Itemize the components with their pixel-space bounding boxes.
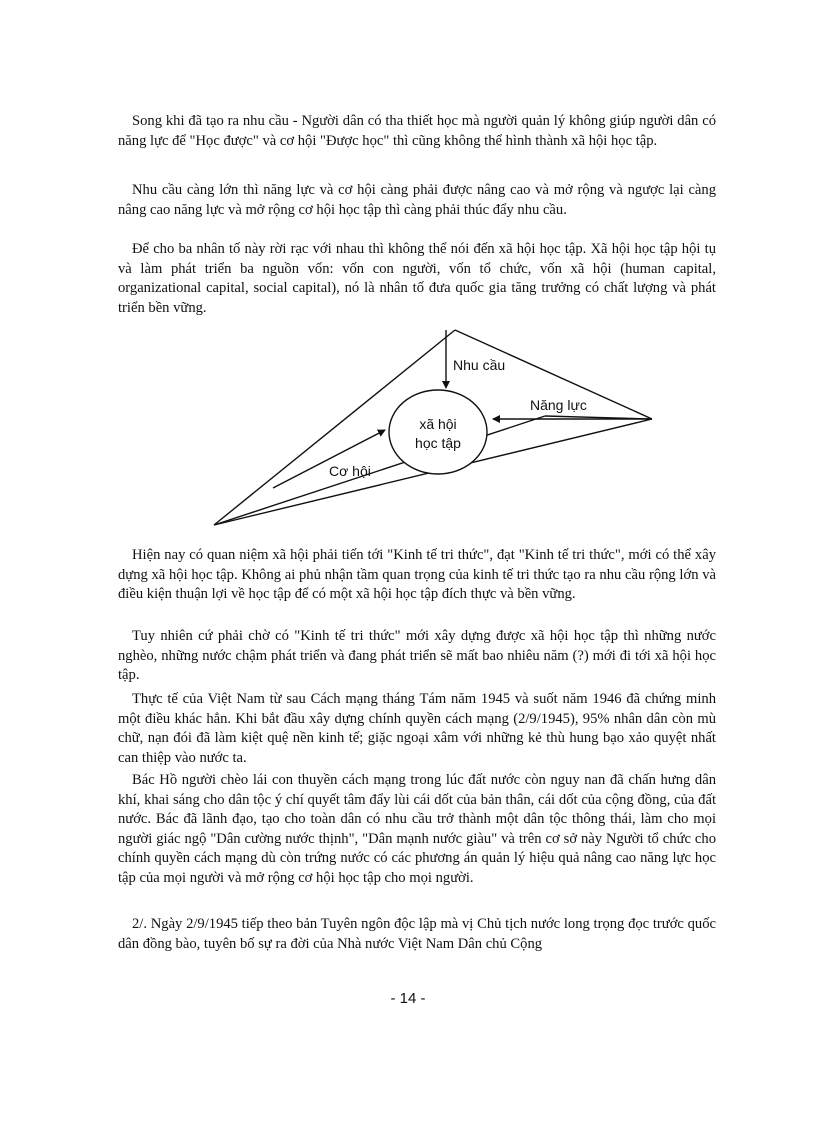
center-ellipse: [389, 390, 487, 474]
arrow-up-right: [273, 430, 385, 488]
paragraph-6: Thực tế của Việt Nam từ sau Cách mạng tháng Tám năm 1945 và suốt năm 1946 đã chứng minh một điều khác hẳn. Khi bắt đầu xây dựng chính quyền cách mạng (2/9/1945), 95% nhân dân còn mù chữ, nạn đói đã làm kiệt quệ nền kinh tế; giặc ngoại xâm với những kẻ thù hung bạo xảo quyệt nhất can thiệp vào nước ta.: [118, 691, 716, 766]
label-nhu-cau: Nhu cầu: [453, 357, 506, 373]
paragraph-2: Nhu cầu càng lớn thì năng lực và cơ hội càng phải được nâng cao và mở rộng và ngược lại càng nâng cao năng lực và mở rộng cơ hội học tập thì càng phải thúc đẩy nhu cầu.: [118, 182, 716, 218]
label-co-hoi: Cơ hội: [329, 463, 371, 479]
paragraph-7: Bác Hồ người chèo lái con thuyền cách mạng trong lúc đất nước còn nguy nan đã chấn hưng dân khí, khai sáng cho dân tộc ý chí quyết tâm đẩy lùi cái dốt của bản thân, cái dốt của cộng đồng, của đất nước. Bác đã lãnh đạo, tạo cho toàn dân có nhu cầu trở thành một dân tộc thông thái, làm cho mọi người giác ngộ "Dân cường nước thịnh", "Dân mạnh nước giàu" và trên cơ sở này Người tổ chức cho chính quyền cách mạng dù còn trứng nước có các phương án quản lý hiệu quả nâng cao năng lực học tập của mọi người và mở rộng cơ hội học tập cho mọi người.: [118, 772, 716, 886]
center-label-line1: xã hội: [419, 416, 457, 432]
paragraph-4: Hiện nay có quan niệm xã hội phải tiến tới "Kinh tế tri thức", đạt "Kinh tế tri thức", mới có thể xây dựng xã hội học tập. Không ai phủ nhận tầm quan trọng của kinh tế tri thức tạo ra nhu cầu rộng lớn và điều kiện thuận lợi về học tập để có một xã hội học tập đích thực và bền vững.: [118, 547, 716, 603]
paragraph-5: Tuy nhiên cứ phải chờ có "Kinh tế tri thức" mới xây dựng được xã hội học tập thì những nước nghèo, những nước chậm phát triển và đang phát triển sẽ mất bao nhiêu năm (?) mới đi tới xã hội học tập.: [118, 628, 716, 684]
learning-society-diagram: [205, 326, 665, 532]
center-label-line2: học tập: [415, 435, 461, 451]
page-number: - 14 -: [390, 990, 426, 1007]
paragraph-1: Song khi đã tạo ra nhu cầu - Người dân có tha thiết học mà người quản lý không giúp người dân có năng lực để "Học được" và cơ hội "Được học" thì cũng không thể hình thành xã hội học tập.: [118, 113, 716, 149]
paragraph-8: 2/. Ngày 2/9/1945 tiếp theo bản Tuyên ngôn độc lập mà vị Chủ tịch nước long trọng đọc trước quốc dân đồng bào, tuyên bố sự ra đời của Nhà nước Việt Nam Dân chủ Cộng: [118, 916, 716, 952]
paragraph-3: Để cho ba nhân tố này rời rạc với nhau thì không thể nói đến xã hội học tập. Xã hội học tập hội tụ và làm phát triển ba nguồn vốn: vốn con người, vốn tổ chức, vốn xã hội (human capital, organizational capital, social capital), nó là nhân tố đưa quốc gia tăng trưởng có chất lượng và phát triển bền vững.: [118, 241, 716, 316]
label-nang-luc: Năng lực: [530, 397, 587, 413]
